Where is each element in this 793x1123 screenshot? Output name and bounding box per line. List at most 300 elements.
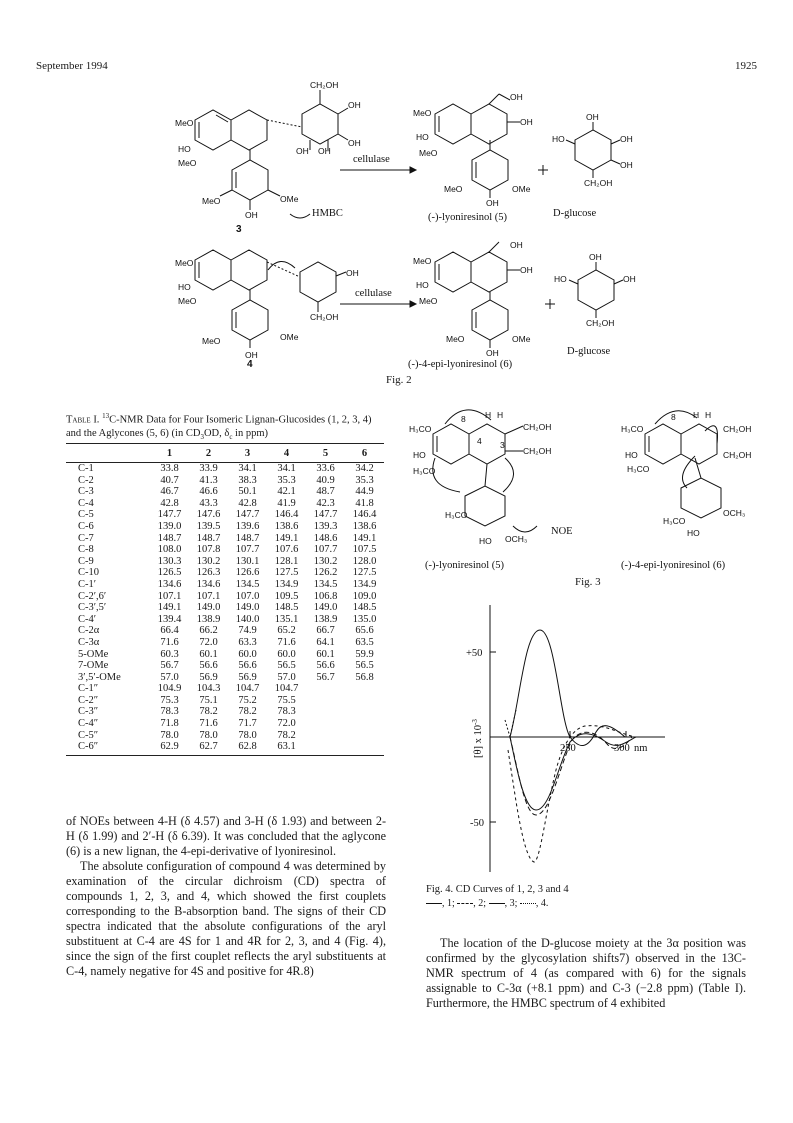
table-cell: 107.7	[313, 544, 338, 556]
table-cell: 56.6	[316, 660, 335, 672]
row-label: C-3′,5′	[78, 602, 107, 614]
table-cell	[306, 730, 345, 742]
table-cell: 62.9	[160, 741, 179, 753]
table-cell: 149.1	[157, 602, 182, 614]
row-label: C-2″	[78, 694, 99, 706]
svg-text:OH: OH	[318, 146, 331, 156]
table-cell: 63.3	[238, 636, 257, 648]
table-row	[66, 486, 384, 498]
running-header-date: September 1994	[36, 60, 108, 72]
table-cell: 107.6	[274, 544, 299, 556]
fig3-compound-5-label: (-)-lyoniresinol (5)	[425, 560, 505, 571]
table-cell: 135.1	[274, 613, 299, 625]
svg-text:HO: HO	[687, 528, 700, 538]
table-cell: 50.1	[238, 486, 257, 498]
row-label: C-8	[78, 544, 94, 556]
table-cell: 78.2	[199, 706, 218, 718]
svg-text:CH₂OH: CH₂OH	[310, 312, 339, 322]
svg-text:CH₂OH: CH₂OH	[586, 318, 615, 328]
row-label: C-6″	[78, 741, 99, 753]
row-label: C-3α	[78, 636, 100, 648]
table-row	[66, 567, 384, 579]
table-cell: 139.5	[196, 520, 221, 532]
row-label: C-3	[78, 486, 94, 498]
svg-text:OH: OH	[520, 265, 533, 275]
table-cell: 134.9	[352, 578, 377, 590]
compound-4-label: 4	[247, 359, 253, 370]
table-row	[66, 672, 384, 684]
svg-text:MeO: MeO	[175, 118, 194, 128]
table-row	[66, 521, 384, 533]
table-cell: 75.1	[199, 694, 218, 706]
table-cell: 34.1	[277, 463, 296, 474]
table-cell: 33.8	[160, 463, 179, 474]
table-cell: 128.1	[274, 555, 299, 567]
table-cell: 65.2	[277, 625, 296, 637]
table-cell: 149.0	[196, 602, 221, 614]
table-cell: 57.0	[277, 671, 296, 683]
compound-5-label: (-)-lyoniresinol (5)	[428, 212, 508, 223]
table-cell: 146.4	[352, 509, 377, 521]
svg-text:OH: OH	[620, 134, 633, 144]
svg-text:MeO: MeO	[413, 256, 432, 266]
svg-text:HO: HO	[554, 274, 567, 284]
row-label: 7-OMe	[78, 660, 109, 672]
table-cell: 148.6	[313, 532, 338, 544]
row-label: C-5″	[78, 729, 99, 741]
figure-4-caption: Fig. 4. CD Curves of 1, 2, 3 and 4	[426, 884, 569, 895]
table-cell: 140.0	[235, 613, 260, 625]
svg-text:OH: OH	[245, 210, 258, 220]
table-cell: 42.1	[277, 486, 296, 498]
svg-text:OH: OH	[510, 92, 523, 102]
table-cell: 62.8	[238, 741, 257, 753]
svg-text:HO: HO	[413, 450, 426, 460]
table-1	[66, 443, 384, 756]
table-cell: 126.2	[313, 567, 338, 579]
table-cell: 41.8	[355, 497, 374, 509]
table-cell: 78.0	[199, 729, 218, 741]
table-cell	[345, 741, 384, 753]
svg-text:MeO: MeO	[175, 258, 194, 268]
row-label: 3′,5′-OMe	[78, 671, 121, 683]
cellulase-label-2: cellulase	[355, 288, 392, 299]
table-cell: 56.7	[316, 671, 335, 683]
cellulase-label-1: cellulase	[353, 154, 390, 165]
table-cell: 75.3	[160, 694, 179, 706]
table-cell: 75.5	[277, 694, 296, 706]
table-cell: 40.9	[316, 474, 335, 486]
table-row	[66, 509, 384, 521]
table-row	[66, 602, 384, 614]
table-cell: 43.3	[199, 497, 218, 509]
svg-text:8: 8	[461, 414, 466, 424]
column-header: 2	[205, 448, 212, 459]
table-cell: 139.6	[235, 520, 260, 532]
svg-text:OMe: OMe	[280, 332, 299, 342]
row-label: C-6	[78, 520, 94, 532]
table-cell: 130.1	[235, 555, 260, 567]
fig4-unit-label: nm	[634, 743, 648, 754]
svg-text:OH: OH	[520, 117, 533, 127]
table-cell: 56.5	[277, 660, 296, 672]
table-cell: 127.5	[352, 567, 377, 579]
column-header: 5	[322, 448, 329, 459]
svg-text:4: 4	[477, 436, 482, 446]
table-cell: 130.2	[196, 555, 221, 567]
table-cell: 104.3	[196, 683, 221, 695]
table-row	[66, 660, 384, 672]
svg-text:HO: HO	[625, 450, 638, 460]
svg-text:H₃CO: H₃CO	[445, 510, 468, 520]
table-cell: 104.7	[274, 683, 299, 695]
svg-text:OCH₃: OCH₃	[505, 534, 528, 544]
fig3-compound-6-label: (-)-4-epi-lyoniresinol (6)	[621, 560, 726, 571]
table-cell: 66.4	[160, 625, 179, 637]
svg-text:OH: OH	[589, 252, 602, 262]
table-cell: 64.1	[316, 636, 335, 648]
figure-4-cd-curves	[410, 600, 680, 880]
table-cell: 104.7	[235, 683, 260, 695]
table-cell	[345, 706, 384, 718]
table-cell: 71.7	[238, 718, 257, 730]
paragraph-cd: The absolute configuration of compound 4 was determined by examination of the circular dichroism (CD) spectra of compounds 1, 2, 3, and 4, which showed the first couplets corresponding to the B-absorption band. The signs of their CD spectra indicated that the absolute configurations of the aryl substituent at C-4 are 4S for 1 and 4R for 2, 3, and 4 (Fig. 4), since the sign of the first couplet reflects the aryl substituents at C-4, namely negative for 4S and positive for 4R.8)	[66, 859, 386, 978]
table-1-caption: Table I. $^{13}$C-NMR Data for Four Isomeric Lignan-Glucosides (1, 2, 3, 4) and the Aglycones (5, 6) (in $CD_3OD$, $\delta_c$ in ppm)	[66, 412, 372, 441]
svg-text:HO: HO	[552, 134, 565, 144]
table-row	[66, 637, 384, 649]
table-cell: 63.1	[277, 741, 296, 753]
svg-text:OH: OH	[623, 274, 636, 284]
table-cell: 148.5	[352, 602, 377, 614]
row-label: C-1″	[78, 683, 99, 695]
table-cell: 146.4	[274, 509, 299, 521]
table-cell: 72.0	[277, 718, 296, 730]
noe-label: NOE	[551, 526, 573, 537]
table-cell: 56.9	[199, 671, 218, 683]
table-cell: 71.6	[160, 636, 179, 648]
table-cell: 71.6	[199, 718, 218, 730]
table-cell: 78.0	[238, 729, 257, 741]
table-cell: 147.7	[235, 509, 260, 521]
figure-2-scheme	[150, 82, 670, 382]
table-cell: 41.3	[199, 474, 218, 486]
svg-text:MeO: MeO	[419, 148, 438, 158]
table-cell: 75.2	[238, 694, 257, 706]
svg-text:MeO: MeO	[178, 296, 197, 306]
table-cell	[306, 718, 345, 730]
svg-text:OH: OH	[510, 240, 523, 250]
svg-text:H: H	[497, 410, 504, 420]
row-label: C-4′	[78, 613, 97, 625]
table-cell: 148.5	[274, 602, 299, 614]
table-row	[66, 475, 384, 487]
table-cell: 107.0	[235, 590, 260, 602]
table-cell: 148.7	[235, 532, 260, 544]
table-cell: 56.7	[160, 660, 179, 672]
fig4-tick-300: 300	[614, 743, 630, 754]
fig4-tick-minus50: -50	[470, 818, 484, 829]
row-label: C-1	[78, 463, 94, 474]
table-cell: 60.1	[199, 648, 218, 660]
table-row	[66, 498, 384, 510]
table-cell: 138.9	[196, 613, 221, 625]
table-cell: 148.7	[157, 532, 182, 544]
table-cell: 149.1	[352, 532, 377, 544]
table-cell: 40.7	[160, 474, 179, 486]
row-label: C-4	[78, 497, 94, 509]
table-cell: 130.3	[157, 555, 182, 567]
svg-text:OH: OH	[486, 348, 499, 358]
table-cell: 126.6	[235, 567, 260, 579]
nmr-data-table	[66, 445, 384, 753]
svg-text:OH: OH	[620, 160, 633, 170]
svg-text:MeO: MeO	[202, 196, 221, 206]
compound-3-label: 3	[236, 224, 242, 235]
table-cell: 60.1	[316, 648, 335, 660]
right-column-text	[426, 936, 746, 1011]
table-cell: 56.6	[199, 660, 218, 672]
table-cell: 139.4	[157, 613, 182, 625]
table-cell: 147.7	[313, 509, 338, 521]
table-cell: 71.6	[277, 636, 296, 648]
table-cell: 62.7	[199, 741, 218, 753]
table-row	[66, 718, 384, 730]
table-cell: 107.8	[196, 544, 221, 556]
table-cell: 63.5	[355, 636, 374, 648]
table-cell: 71.8	[160, 718, 179, 730]
row-label: C-9	[78, 555, 94, 567]
figure-3-noe	[405, 396, 785, 586]
svg-text:8: 8	[671, 412, 676, 422]
table-cell: 35.3	[355, 474, 374, 486]
table-row	[66, 579, 384, 591]
svg-text:H₃CO: H₃CO	[663, 516, 686, 526]
table-cell: 126.5	[157, 567, 182, 579]
svg-text:H: H	[485, 410, 492, 420]
svg-text:OH: OH	[346, 268, 359, 278]
table-cell	[306, 695, 345, 707]
table-cell: 59.9	[355, 648, 374, 660]
table-cell: 60.0	[238, 648, 257, 660]
hmbc-label: HMBC	[312, 208, 343, 219]
compound-6-label: (-)-4-epi-lyoniresinol (6)	[408, 359, 513, 370]
paragraph-noe: of NOEs between 4-H (δ 4.57) and 3-H (δ 1.93) and between 2-H (δ 1.99) and 2′-H (δ 6.39). It was concluded that the aglycone (6) is a new lignan, the 4-epi-derivative of lyoniresinol.	[66, 814, 386, 858]
table-row	[66, 533, 384, 545]
svg-text:HO: HO	[178, 282, 191, 292]
column-header: 1	[166, 448, 173, 459]
svg-text:OH: OH	[348, 100, 361, 110]
table-row	[66, 649, 384, 661]
svg-text:OCH₃: OCH₃	[723, 508, 746, 518]
table-cell: 66.7	[316, 625, 335, 637]
svg-text:H: H	[693, 410, 700, 420]
svg-text:OMe: OMe	[512, 184, 531, 194]
row-label: C-2	[78, 474, 94, 486]
table-cell: 34.1	[238, 463, 257, 474]
table-cell: 33.9	[199, 463, 218, 474]
row-label: 5-OMe	[78, 648, 109, 660]
svg-text:MeO: MeO	[413, 108, 432, 118]
table-cell: 134.5	[313, 578, 338, 590]
table-row	[66, 706, 384, 718]
svg-text:MeO: MeO	[444, 184, 463, 194]
table-cell	[345, 695, 384, 707]
table-cell: 107.1	[196, 590, 221, 602]
table-row	[66, 556, 384, 568]
svg-text:HO: HO	[479, 536, 492, 546]
svg-text:OMe: OMe	[512, 334, 531, 344]
table-cell: 107.1	[157, 590, 182, 602]
column-header: 6	[361, 448, 368, 459]
svg-text:CH₂OH: CH₂OH	[523, 446, 552, 456]
svg-text:H: H	[705, 410, 712, 420]
table-row	[66, 463, 384, 475]
table-cell	[306, 683, 345, 695]
svg-text:OH: OH	[486, 198, 499, 208]
row-label: C-4″	[78, 718, 99, 730]
table-cell: 78.2	[238, 706, 257, 718]
glucose-label-2: D-glucose	[567, 346, 611, 357]
table-cell: 34.2	[355, 463, 374, 474]
table-cell	[345, 683, 384, 695]
table-cell: 148.7	[196, 532, 221, 544]
page-number: 1925	[735, 60, 757, 72]
svg-text:OH: OH	[296, 146, 309, 156]
table-cell	[306, 706, 345, 718]
svg-text:OH: OH	[586, 112, 599, 122]
table-cell: 127.5	[274, 567, 299, 579]
table-cell: 126.3	[196, 567, 221, 579]
table-cell: 56.5	[355, 660, 374, 672]
table-cell: 104.9	[157, 683, 182, 695]
paragraph-glucose: The location of the D-glucose moiety at the 3α position was confirmed by the glycosylation shifts7) observed in the 13C-NMR spectrum of 4 (as compared with 6) for the signals assignable to C-3α (+8.1 ppm) and C-3 (−2.8 ppm) (Table I). Furthermore, the HMBC spectrum of 4 exhibited	[426, 936, 746, 1010]
table-cell	[345, 718, 384, 730]
svg-text:MeO: MeO	[202, 336, 221, 346]
svg-text:H₃CO: H₃CO	[413, 466, 436, 476]
table-cell: 60.0	[277, 648, 296, 660]
row-label: C-10	[78, 567, 99, 579]
table-cell: 46.6	[199, 486, 218, 498]
svg-text:MeO: MeO	[419, 296, 438, 306]
svg-text:HO: HO	[178, 144, 191, 154]
table-cell: 107.7	[235, 544, 260, 556]
table-row	[66, 614, 384, 626]
fig4-y-axis-label: [θ] x $10^{-3}$	[471, 719, 484, 758]
table-cell: 56.6	[238, 660, 257, 672]
row-label: C-7	[78, 532, 94, 544]
table-cell: 149.0	[235, 602, 260, 614]
svg-text:OMe: OMe	[280, 194, 299, 204]
table-row	[66, 695, 384, 707]
fig4-tick-250: 250	[560, 743, 576, 754]
table-cell: 48.7	[316, 486, 335, 498]
svg-text:3: 3	[500, 440, 505, 450]
table-cell: 66.2	[199, 625, 218, 637]
table-cell: 78.3	[277, 706, 296, 718]
table-cell: 139.3	[313, 520, 338, 532]
table-cell: 138.9	[313, 613, 338, 625]
table-cell: 109.0	[352, 590, 377, 602]
table-cell: 42.8	[238, 497, 257, 509]
table-cell: 135.0	[352, 613, 377, 625]
svg-text:HO: HO	[416, 132, 429, 142]
table-row	[66, 591, 384, 603]
svg-text:MeO: MeO	[178, 158, 197, 168]
table-cell	[345, 730, 384, 742]
table-cell: 147.6	[196, 509, 221, 521]
table-row	[66, 683, 384, 695]
svg-text:HO: HO	[416, 280, 429, 290]
table-row	[66, 730, 384, 742]
table-cell: 46.7	[160, 486, 179, 498]
svg-text:CH₂OH: CH₂OH	[310, 80, 339, 90]
row-label: C-2α	[78, 625, 100, 637]
figure-3-caption: Fig. 3	[575, 576, 601, 588]
table-cell: 78.2	[277, 729, 296, 741]
table-cell: 134.6	[157, 578, 182, 590]
fig4-tick-plus50: +50	[466, 648, 483, 659]
table-cell: 38.3	[238, 474, 257, 486]
figure-4-legend: , 1; , 2; , 3; , 4.	[426, 898, 548, 909]
table-cell: 57.0	[160, 671, 179, 683]
table-cell: 138.6	[352, 520, 377, 532]
svg-text:H₃CO: H₃CO	[621, 424, 644, 434]
svg-text:CH₂OH: CH₂OH	[523, 422, 552, 432]
table-cell: 42.3	[316, 497, 335, 509]
table-cell: 74.9	[238, 625, 257, 637]
table-cell: 134.5	[235, 578, 260, 590]
table-cell: 65.6	[355, 625, 374, 637]
table-cell: 60.3	[160, 648, 179, 660]
svg-text:CH₂OH: CH₂OH	[723, 450, 752, 460]
table-row	[66, 625, 384, 637]
svg-text:H₃CO: H₃CO	[409, 424, 432, 434]
row-label: C-2′,6′	[78, 590, 107, 602]
table-cell	[306, 741, 345, 753]
table-cell: 147.7	[157, 509, 182, 521]
table-cell: 107.5	[352, 544, 377, 556]
table-cell: 149.0	[313, 602, 338, 614]
table-cell: 78.0	[160, 729, 179, 741]
glucose-label-1: D-glucose	[553, 208, 597, 219]
table-cell: 106.8	[313, 590, 338, 602]
svg-text:OH: OH	[348, 138, 361, 148]
table-cell: 138.6	[274, 520, 299, 532]
table-cell: 139.0	[157, 520, 182, 532]
row-label: C-3″	[78, 706, 99, 718]
table-row	[66, 544, 384, 556]
table-row	[66, 741, 384, 753]
table-cell: 35.3	[277, 474, 296, 486]
table-cell: 134.9	[274, 578, 299, 590]
table-cell: 56.8	[355, 671, 374, 683]
column-header: 3	[244, 448, 251, 459]
table-cell: 108.0	[157, 544, 182, 556]
figure-2-caption: Fig. 2	[386, 374, 412, 386]
table-cell: 42.8	[160, 497, 179, 509]
svg-text:CH₂OH: CH₂OH	[723, 424, 752, 434]
left-column-text	[66, 814, 386, 979]
column-header: 4	[283, 448, 290, 459]
table-cell: 78.3	[160, 706, 179, 718]
row-label: C-1′	[78, 578, 97, 590]
table-cell: 130.2	[313, 555, 338, 567]
table-cell: 109.5	[274, 590, 299, 602]
table-cell: 72.0	[199, 636, 218, 648]
row-label: C-5	[78, 509, 94, 521]
svg-text:MeO: MeO	[446, 334, 465, 344]
table-cell: 128.0	[352, 555, 377, 567]
